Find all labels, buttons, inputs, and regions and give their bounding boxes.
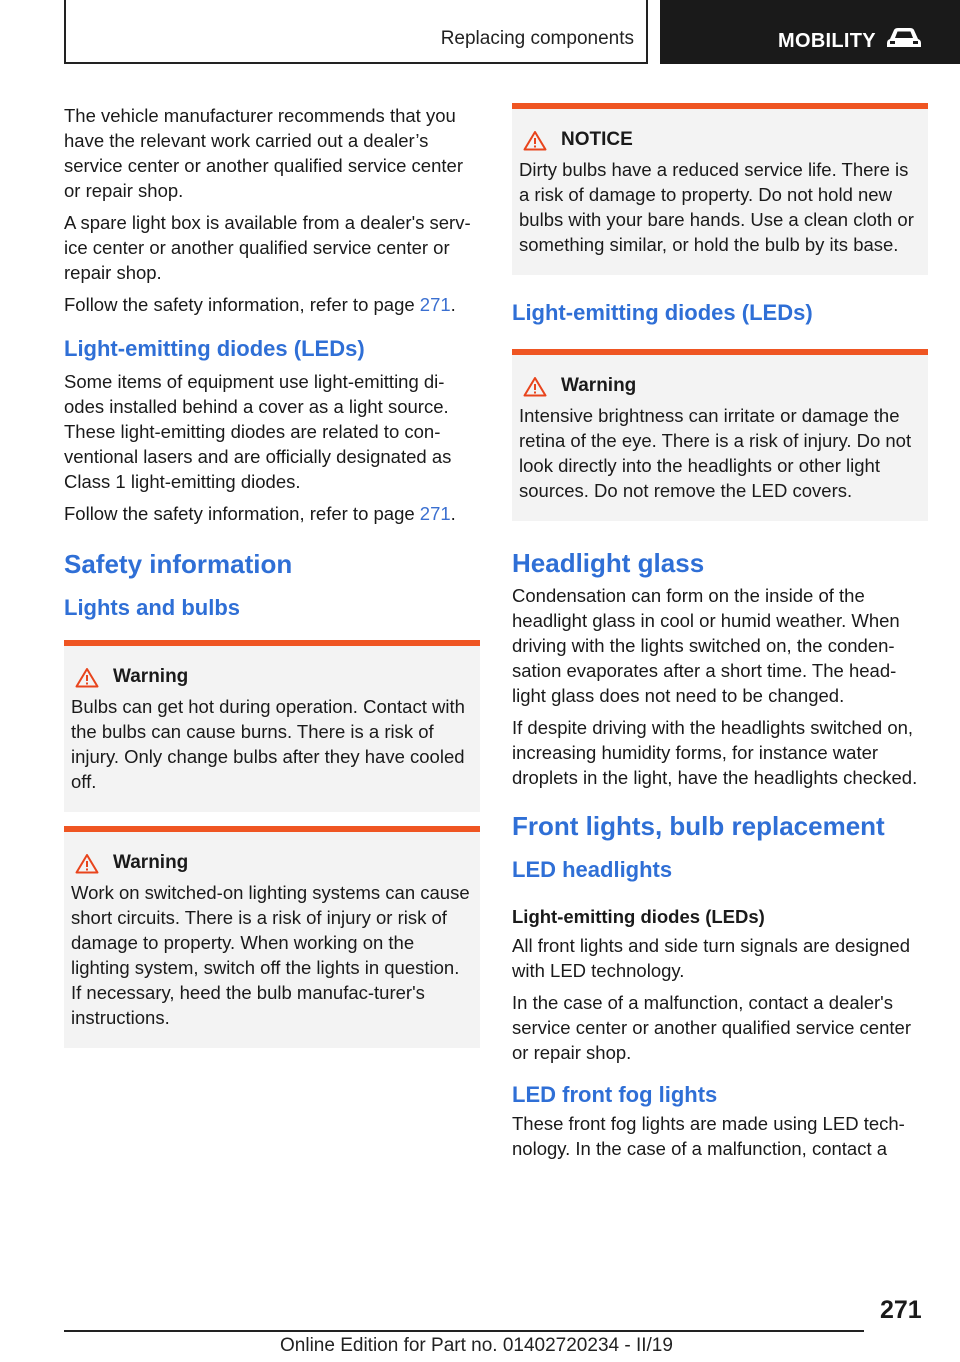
header-chapter-tab — [660, 0, 960, 64]
paragraph-text: . — [450, 294, 456, 315]
warning-triangle-icon — [75, 853, 99, 874]
heading-headlight-glass: Headlight glass — [512, 548, 705, 578]
paragraph-text: Follow the safety information, refer to page — [64, 503, 420, 524]
page-link-271[interactable]: 271 — [419, 503, 451, 524]
header-chapter-title: MOBILITY — [778, 30, 876, 52]
page-link-271[interactable]: 271 — [419, 294, 451, 315]
paragraph — [64, 501, 480, 526]
paragraph: The vehicle manufacturer recommends that you have the relevant work carried out a dealer’s service center or another qualified service center or repair shop. — [64, 105, 463, 201]
paragraph: Some items of equipment use light-emitting di‐odes installed behind a cover as a light source. These light-emitting diodes are related to con‐ventional lasers and are officially designated as Class 1 light-emitting diodes. — [64, 371, 452, 492]
paragraph: If despite driving with the headlights switched on, increasing humidity forms, for instance water droplets in the light, have the headlights checked. — [512, 717, 918, 788]
warning-box — [64, 640, 480, 812]
page-number: 271 — [880, 1296, 922, 1324]
heading-led-headlights: LED headlights — [512, 857, 673, 882]
subheading-leds: Light-emitting diodes (LEDs) — [512, 906, 765, 927]
paragraph — [64, 292, 480, 317]
heading-led-fog-lights: LED front fog lights — [512, 1082, 718, 1107]
left-column — [64, 103, 480, 1062]
heading-lights-and-bulbs: Lights and bulbs — [64, 595, 240, 620]
warning-text: Bulbs can get hot during operation. Contact with the bulbs can cause burns. There is a risk of injury. Only change bulbs after they have cooled off. — [71, 696, 465, 792]
heading-safety-information: Safety information — [64, 549, 293, 579]
header-section-tab — [64, 0, 648, 64]
notice-text: Dirty bulbs have a reduced service life. There is a risk of damage to property. Do not hold new bulbs with your bare hands. Use a clean cloth or something similar, or hold the bulb by its base. — [519, 159, 914, 255]
warning-text: Intensive brightness can irritate or damage the retina of the eye. There is a risk of injury. Do not look directly into the headlights or other light sources. Do not remove the LED covers. — [519, 405, 912, 501]
heading-front-lights: Front lights, bulb replacement — [512, 811, 885, 841]
notice-header — [519, 129, 921, 151]
footer-edition: Online Edition for Part no. 01402720234 - II/19 — [280, 1335, 673, 1356]
warning-box — [64, 826, 480, 1048]
heading-leds: Light-emitting diodes (LEDs) — [512, 300, 813, 325]
warning-box — [512, 349, 928, 521]
car-icon — [886, 27, 922, 49]
paragraph: Condensation can form on the inside of the headlight glass in cool or humid weather. When driving with the lights switched on, the conden‐sation evaporates after a short time. The head‐light glass does not need to be changed. — [512, 585, 900, 706]
footer-divider — [64, 1330, 864, 1332]
header-section-title: Replacing components — [440, 28, 634, 49]
paragraph-text: Follow the safety information, refer to page — [64, 294, 420, 315]
paragraph: In the case of a malfunction, contact a dealer's service center or another qualified service center or repair shop. — [512, 992, 911, 1063]
paragraph: These front fog lights are made using LED tech‐nology. In the case of a malfunction, contact a — [512, 1113, 905, 1159]
warning-header — [519, 375, 921, 397]
warning-triangle-icon — [75, 667, 99, 688]
warning-text: Work on switched-on lighting systems can cause short circuits. There is a risk of injury or risk of damage to property. When working on the lighting system, switch off the lights in question. If necessary, heed the bulb manufac‐turer's instructions. — [71, 882, 470, 1028]
paragraph-text: . — [450, 503, 456, 524]
paragraph: All front lights and side turn signals are designed with LED technology. — [512, 935, 910, 981]
warning-title: Warning — [113, 666, 189, 687]
warning-title: Warning — [113, 852, 189, 873]
warning-header — [71, 666, 473, 688]
warning-header — [71, 852, 473, 874]
warning-triangle-icon — [523, 376, 547, 397]
notice-box — [512, 103, 928, 275]
heading-leds: Light-emitting diodes (LEDs) — [64, 336, 365, 361]
notice-title: NOTICE — [561, 129, 633, 150]
warning-triangle-icon — [523, 130, 547, 151]
paragraph: A spare light box is available from a dealer's serv‐ice center or another qualified service center or repair shop. — [64, 212, 471, 283]
right-column — [512, 103, 928, 1168]
warning-title: Warning — [561, 375, 637, 396]
